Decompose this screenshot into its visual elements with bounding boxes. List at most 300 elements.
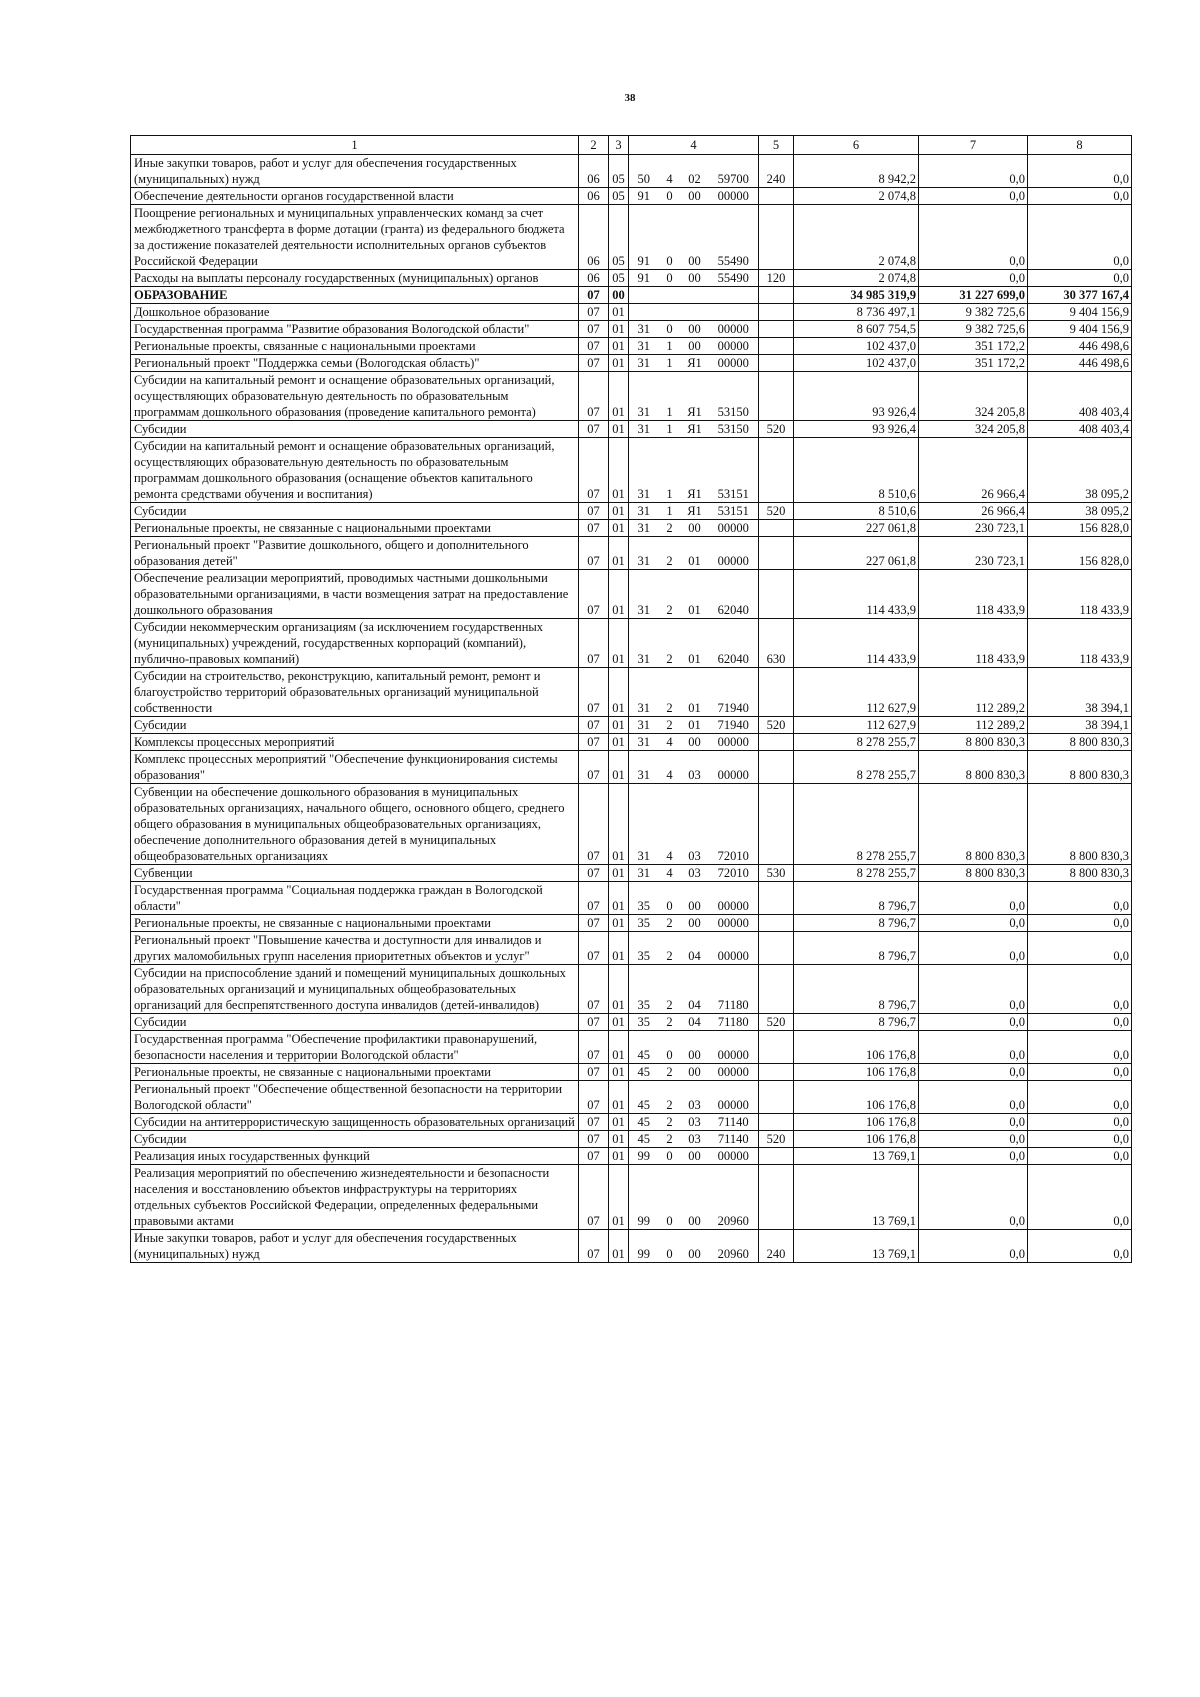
subsection-code: 05 xyxy=(609,188,629,205)
amount-2027: 0,0 xyxy=(1028,188,1132,205)
amount-2026: 0,0 xyxy=(919,1148,1028,1165)
amount-2026: 324 205,8 xyxy=(919,372,1028,421)
project-code: 03 xyxy=(681,865,709,882)
amount-2025: 106 176,8 xyxy=(794,1131,919,1148)
program-code: 91 xyxy=(629,188,659,205)
expense-type-code xyxy=(759,1064,794,1081)
amount-2026: 351 172,2 xyxy=(919,338,1028,355)
expense-type-code: 530 xyxy=(759,865,794,882)
table-row xyxy=(131,188,1132,205)
row-name: Субсидии xyxy=(131,717,579,734)
project-code: 00 xyxy=(681,1031,709,1064)
project-code: Я1 xyxy=(681,503,709,520)
subsection-code: 01 xyxy=(609,1165,629,1230)
amount-2025: 8 796,7 xyxy=(794,965,919,1014)
page-number: 38 xyxy=(624,92,636,104)
amount-2026: 26 966,4 xyxy=(919,438,1028,503)
amount-2026: 112 289,2 xyxy=(919,668,1028,717)
row-name: Субсидии xyxy=(131,503,579,520)
row-name: Государственная программа "Социальная поддержка граждан в Вологодской области" xyxy=(131,882,579,915)
program-code: 45 xyxy=(629,1131,659,1148)
amount-2027: 8 800 830,3 xyxy=(1028,865,1132,882)
amount-2026: 0,0 xyxy=(919,1014,1028,1031)
budget-table xyxy=(130,135,1132,1263)
direction-code: 00000 xyxy=(709,882,759,915)
amount-2025: 8 796,7 xyxy=(794,882,919,915)
subprogram-code: 1 xyxy=(659,503,681,520)
amount-2027: 38 095,2 xyxy=(1028,503,1132,520)
project-code: 00 xyxy=(681,1230,709,1263)
amount-2027: 0,0 xyxy=(1028,1014,1132,1031)
subsection-code: 01 xyxy=(609,321,629,338)
project-code: 00 xyxy=(681,915,709,932)
project-code: 03 xyxy=(681,1114,709,1131)
expense-type-code xyxy=(759,1031,794,1064)
subsection-code: 01 xyxy=(609,668,629,717)
program-code: 45 xyxy=(629,1031,659,1064)
amount-2026: 0,0 xyxy=(919,1081,1028,1114)
amount-2026: 0,0 xyxy=(919,1031,1028,1064)
table-row xyxy=(131,520,1132,537)
section-code: 07 xyxy=(579,668,609,717)
amount-2027: 0,0 xyxy=(1028,965,1132,1014)
direction-code: 62040 xyxy=(709,619,759,668)
table-row xyxy=(131,338,1132,355)
subsection-code: 01 xyxy=(609,421,629,438)
expense-type-code xyxy=(759,537,794,570)
section-code: 07 xyxy=(579,355,609,372)
project-code: 01 xyxy=(681,537,709,570)
table-row xyxy=(131,1230,1132,1263)
amount-2027: 408 403,4 xyxy=(1028,421,1132,438)
row-name: Иные закупки товаров, работ и услуг для обеспечения государственных (муниципальных) нужд xyxy=(131,1230,579,1263)
section-code: 06 xyxy=(579,205,609,270)
amount-2026: 9 382 725,6 xyxy=(919,321,1028,338)
subsection-code: 01 xyxy=(609,355,629,372)
direction-code: 72010 xyxy=(709,784,759,865)
amount-2027: 446 498,6 xyxy=(1028,338,1132,355)
row-name: Региональные проекты, не связанные с национальными проектами xyxy=(131,915,579,932)
expense-type-code xyxy=(759,784,794,865)
project-code: Я1 xyxy=(681,372,709,421)
project-code: 04 xyxy=(681,932,709,965)
program-code: 31 xyxy=(629,619,659,668)
project-code: 01 xyxy=(681,668,709,717)
amount-2025: 227 061,8 xyxy=(794,537,919,570)
program-code: 35 xyxy=(629,915,659,932)
amount-2025: 112 627,9 xyxy=(794,717,919,734)
subsection-code: 01 xyxy=(609,1031,629,1064)
subsection-code: 05 xyxy=(609,155,629,188)
subprogram-code: 0 xyxy=(659,270,681,287)
project-code: 03 xyxy=(681,784,709,865)
row-name: Субсидии на капитальный ремонт и оснащение образовательных организаций, осуществляющих образовательную деятельность по образовательным программам дошкольного образования (проведение капитального ремонта) xyxy=(131,372,579,421)
amount-2027: 9 404 156,9 xyxy=(1028,321,1132,338)
amount-2027: 0,0 xyxy=(1028,932,1132,965)
section-code: 07 xyxy=(579,338,609,355)
table-row xyxy=(131,865,1132,882)
row-name: Обеспечение реализации мероприятий, проводимых частными дошкольными образовательными организациями, в части возмещения затрат на предоставление дошкольного образования xyxy=(131,570,579,619)
table-row xyxy=(131,1114,1132,1131)
expense-type-code xyxy=(759,372,794,421)
section-code: 07 xyxy=(579,784,609,865)
amount-2025: 8 510,6 xyxy=(794,438,919,503)
direction-code: 00000 xyxy=(709,1081,759,1114)
table-row xyxy=(131,1131,1132,1148)
subprogram-code: 0 xyxy=(659,205,681,270)
program-code: 31 xyxy=(629,784,659,865)
amount-2025: 106 176,8 xyxy=(794,1114,919,1131)
table-row xyxy=(131,304,1132,321)
direction-code: 71140 xyxy=(709,1131,759,1148)
row-name: Субсидии xyxy=(131,421,579,438)
budget-table-body xyxy=(131,136,1132,1263)
section-code: 07 xyxy=(579,372,609,421)
section-code: 07 xyxy=(579,1081,609,1114)
amount-2027: 8 800 830,3 xyxy=(1028,784,1132,865)
subprogram-code: 1 xyxy=(659,438,681,503)
amount-2025: 102 437,0 xyxy=(794,338,919,355)
project-code: 04 xyxy=(681,1014,709,1031)
program-code: 91 xyxy=(629,205,659,270)
table-row xyxy=(131,355,1132,372)
amount-2025: 13 769,1 xyxy=(794,1165,919,1230)
subprogram-code: 1 xyxy=(659,372,681,421)
expense-type-code xyxy=(759,882,794,915)
direction-code: 00000 xyxy=(709,537,759,570)
expense-type-code xyxy=(759,965,794,1014)
subprogram-code: 2 xyxy=(659,932,681,965)
amount-2026: 8 800 830,3 xyxy=(919,751,1028,784)
row-name: Обеспечение деятельности органов государственной власти xyxy=(131,188,579,205)
program-code: 31 xyxy=(629,438,659,503)
row-name: Дошкольное образование xyxy=(131,304,579,321)
subsection-code: 01 xyxy=(609,1230,629,1263)
amount-2025: 106 176,8 xyxy=(794,1064,919,1081)
section-code: 07 xyxy=(579,1230,609,1263)
amount-2025: 8 278 255,7 xyxy=(794,751,919,784)
direction-code: 00000 xyxy=(709,520,759,537)
subprogram-code: 4 xyxy=(659,155,681,188)
project-code: 01 xyxy=(681,717,709,734)
expense-type-code xyxy=(759,287,794,304)
row-name: Субсидии на приспособление зданий и помещений муниципальных дошкольных образовательных организаций и муниципальных общеобразовательных организаций для беспрепятственного доступа инвалидов (детей-инвалидов) xyxy=(131,965,579,1014)
row-name: Поощрение региональных и муниципальных управленческих команд за счет межбюджетного трансферта в форме дотации (гранта) из федерального бюджета за достижение показателей деятельности исполнительных органов субъектов Российской Федерации xyxy=(131,205,579,270)
section-code: 06 xyxy=(579,155,609,188)
direction-code: 55490 xyxy=(709,270,759,287)
program-code: 31 xyxy=(629,520,659,537)
expense-type-code: 520 xyxy=(759,1131,794,1148)
subsection-code: 01 xyxy=(609,619,629,668)
amount-2025: 13 769,1 xyxy=(794,1148,919,1165)
program-code: 35 xyxy=(629,965,659,1014)
direction-code: 55490 xyxy=(709,205,759,270)
project-code: 03 xyxy=(681,1081,709,1114)
subsection-code: 01 xyxy=(609,1081,629,1114)
amount-2025: 114 433,9 xyxy=(794,619,919,668)
amount-2025: 8 796,7 xyxy=(794,915,919,932)
subsection-code: 01 xyxy=(609,717,629,734)
direction-code: 62040 xyxy=(709,570,759,619)
section-code: 07 xyxy=(579,965,609,1014)
amount-2025: 8 278 255,7 xyxy=(794,784,919,865)
table-row xyxy=(131,1081,1132,1114)
direction-code xyxy=(709,287,759,304)
subsection-code: 01 xyxy=(609,1064,629,1081)
subsection-code: 01 xyxy=(609,438,629,503)
amount-2026: 0,0 xyxy=(919,205,1028,270)
program-code: 31 xyxy=(629,338,659,355)
amount-2025: 114 433,9 xyxy=(794,570,919,619)
section-code: 07 xyxy=(579,1031,609,1064)
direction-code: 53151 xyxy=(709,503,759,520)
project-code: Я1 xyxy=(681,438,709,503)
project-code: 00 xyxy=(681,1064,709,1081)
header-col-6: 6 xyxy=(794,136,919,155)
section-code: 07 xyxy=(579,865,609,882)
program-code: 31 xyxy=(629,355,659,372)
amount-2027: 0,0 xyxy=(1028,205,1132,270)
table-row xyxy=(131,421,1132,438)
subsection-code: 01 xyxy=(609,734,629,751)
project-code: 01 xyxy=(681,619,709,668)
amount-2026: 118 433,9 xyxy=(919,570,1028,619)
subprogram-code: 0 xyxy=(659,1031,681,1064)
amount-2026: 112 289,2 xyxy=(919,717,1028,734)
project-code: 01 xyxy=(681,570,709,619)
amount-2025: 106 176,8 xyxy=(794,1081,919,1114)
subprogram-code: 2 xyxy=(659,915,681,932)
direction-code: 00000 xyxy=(709,355,759,372)
row-name: Расходы на выплаты персоналу государственных (муниципальных) органов xyxy=(131,270,579,287)
table-row xyxy=(131,915,1132,932)
subsection-code: 01 xyxy=(609,503,629,520)
direction-code: 71180 xyxy=(709,1014,759,1031)
amount-2026: 9 382 725,6 xyxy=(919,304,1028,321)
amount-2025: 8 796,7 xyxy=(794,932,919,965)
header-col-3: 3 xyxy=(609,136,629,155)
section-code: 07 xyxy=(579,1114,609,1131)
subsection-code: 01 xyxy=(609,338,629,355)
program-code: 31 xyxy=(629,734,659,751)
amount-2026: 0,0 xyxy=(919,882,1028,915)
amount-2027: 156 828,0 xyxy=(1028,520,1132,537)
section-code: 07 xyxy=(579,619,609,668)
amount-2027: 0,0 xyxy=(1028,1081,1132,1114)
amount-2025: 34 985 319,9 xyxy=(794,287,919,304)
subsection-code: 01 xyxy=(609,520,629,537)
subprogram-code: 2 xyxy=(659,1064,681,1081)
program-code: 31 xyxy=(629,865,659,882)
subprogram-code: 0 xyxy=(659,882,681,915)
program-code: 99 xyxy=(629,1165,659,1230)
expense-type-code xyxy=(759,915,794,932)
amount-2027: 38 394,1 xyxy=(1028,668,1132,717)
expense-type-code: 520 xyxy=(759,1014,794,1031)
section-code: 07 xyxy=(579,932,609,965)
row-name: Региональные проекты, связанные с национальными проектами xyxy=(131,338,579,355)
section-code: 07 xyxy=(579,287,609,304)
row-name: Субсидии xyxy=(131,1131,579,1148)
amount-2026: 0,0 xyxy=(919,1165,1028,1230)
direction-code: 00000 xyxy=(709,932,759,965)
program-code: 99 xyxy=(629,1230,659,1263)
program-code: 91 xyxy=(629,270,659,287)
amount-2027: 38 394,1 xyxy=(1028,717,1132,734)
expense-type-code xyxy=(759,321,794,338)
amount-2027: 0,0 xyxy=(1028,915,1132,932)
section-code: 07 xyxy=(579,717,609,734)
program-code: 31 xyxy=(629,537,659,570)
row-name: Государственная программа "Обеспечение профилактики правонарушений, безопасности населения и территории Вологодской области" xyxy=(131,1031,579,1064)
amount-2026: 0,0 xyxy=(919,915,1028,932)
row-name: Региональный проект "Развитие дошкольного, общего и дополнительного образования детей" xyxy=(131,537,579,570)
row-name: Региональные проекты, не связанные с национальными проектами xyxy=(131,520,579,537)
subprogram-code: 4 xyxy=(659,751,681,784)
row-name: Региональный проект "Обеспечение общественной безопасности на территории Вологодской области" xyxy=(131,1081,579,1114)
subsection-code: 01 xyxy=(609,570,629,619)
amount-2025: 8 942,2 xyxy=(794,155,919,188)
direction-code: 00000 xyxy=(709,338,759,355)
row-name: Реализация мероприятий по обеспечению жизнедеятельности и безопасности населения и восстановлению объектов инфраструктуры на территориях отдельных субъектов Российской Федерации, определенных федеральными правовыми актами xyxy=(131,1165,579,1230)
direction-code: 71140 xyxy=(709,1114,759,1131)
section-code: 07 xyxy=(579,734,609,751)
table-row xyxy=(131,287,1132,304)
table-row xyxy=(131,1031,1132,1064)
subprogram-code: 4 xyxy=(659,784,681,865)
row-name: Субсидии некоммерческим организациям (за исключением государственных (муниципальных) учреждений, государственных корпораций (компаний), публично-правовых компаний) xyxy=(131,619,579,668)
subprogram-code: 0 xyxy=(659,1230,681,1263)
table-row xyxy=(131,751,1132,784)
direction-code xyxy=(709,304,759,321)
expense-type-code xyxy=(759,734,794,751)
project-code: 02 xyxy=(681,155,709,188)
amount-2027: 0,0 xyxy=(1028,1064,1132,1081)
subsection-code: 01 xyxy=(609,304,629,321)
expense-type-code xyxy=(759,355,794,372)
row-name: Субвенции xyxy=(131,865,579,882)
row-name: Субсидии на антитеррористическую защищенность образовательных организаций xyxy=(131,1114,579,1131)
amount-2027: 8 800 830,3 xyxy=(1028,751,1132,784)
table-row xyxy=(131,537,1132,570)
subprogram-code: 2 xyxy=(659,619,681,668)
amount-2027: 0,0 xyxy=(1028,1114,1132,1131)
amount-2025: 93 926,4 xyxy=(794,372,919,421)
expense-type-code: 240 xyxy=(759,1230,794,1263)
project-code: 00 xyxy=(681,188,709,205)
subprogram-code: 1 xyxy=(659,421,681,438)
table-header-row xyxy=(131,136,1132,155)
project-code: 00 xyxy=(681,734,709,751)
program-code: 31 xyxy=(629,668,659,717)
header-col-5: 5 xyxy=(759,136,794,155)
expense-type-code xyxy=(759,668,794,717)
row-name: Региональные проекты, не связанные с национальными проектами xyxy=(131,1064,579,1081)
amount-2025: 13 769,1 xyxy=(794,1230,919,1263)
program-code: 31 xyxy=(629,321,659,338)
expense-type-code xyxy=(759,751,794,784)
project-code: 04 xyxy=(681,965,709,1014)
table-row xyxy=(131,570,1132,619)
amount-2026: 118 433,9 xyxy=(919,619,1028,668)
amount-2027: 118 433,9 xyxy=(1028,570,1132,619)
section-code: 06 xyxy=(579,188,609,205)
amount-2027: 8 800 830,3 xyxy=(1028,734,1132,751)
row-name: Иные закупки товаров, работ и услуг для обеспечения государственных (муниципальных) нужд xyxy=(131,155,579,188)
table-row xyxy=(131,1064,1132,1081)
direction-code: 00000 xyxy=(709,188,759,205)
program-code: 31 xyxy=(629,717,659,734)
subsection-code: 01 xyxy=(609,1148,629,1165)
table-row xyxy=(131,668,1132,717)
section-code: 07 xyxy=(579,1064,609,1081)
subsection-code: 01 xyxy=(609,915,629,932)
direction-code: 00000 xyxy=(709,1031,759,1064)
expense-type-code xyxy=(759,932,794,965)
section-code: 07 xyxy=(579,304,609,321)
section-code: 07 xyxy=(579,570,609,619)
project-code: Я1 xyxy=(681,421,709,438)
amount-2027: 0,0 xyxy=(1028,1031,1132,1064)
direction-code: 71940 xyxy=(709,717,759,734)
section-code: 07 xyxy=(579,503,609,520)
table-row xyxy=(131,734,1132,751)
program-code: 45 xyxy=(629,1081,659,1114)
project-code: 00 xyxy=(681,1165,709,1230)
amount-2025: 2 074,8 xyxy=(794,188,919,205)
table-row xyxy=(131,965,1132,1014)
expense-type-code xyxy=(759,1114,794,1131)
row-name: Субсидии xyxy=(131,1014,579,1031)
subprogram-code: 2 xyxy=(659,1081,681,1114)
subsection-code: 05 xyxy=(609,270,629,287)
amount-2027: 0,0 xyxy=(1028,270,1132,287)
section-code: 07 xyxy=(579,1148,609,1165)
section-code: 07 xyxy=(579,321,609,338)
amount-2025: 106 176,8 xyxy=(794,1031,919,1064)
header-col-1: 1 xyxy=(131,136,579,155)
subsection-code: 01 xyxy=(609,1114,629,1131)
direction-code: 53151 xyxy=(709,438,759,503)
subsection-code: 01 xyxy=(609,932,629,965)
section-code: 07 xyxy=(579,915,609,932)
direction-code: 53150 xyxy=(709,372,759,421)
row-name: ОБРАЗОВАНИЕ xyxy=(131,287,579,304)
project-code: 03 xyxy=(681,1131,709,1148)
amount-2026: 0,0 xyxy=(919,1131,1028,1148)
table-row xyxy=(131,1148,1132,1165)
expense-type-code xyxy=(759,304,794,321)
section-code: 07 xyxy=(579,1165,609,1230)
program-code xyxy=(629,287,659,304)
direction-code: 00000 xyxy=(709,1064,759,1081)
expense-type-code xyxy=(759,1148,794,1165)
subprogram-code: 2 xyxy=(659,570,681,619)
row-name: Субвенции на обеспечение дошкольного образования в муниципальных образовательных организациях, начального общего, основного общего, среднего общего образования в муниципальных общеобразовательных организациях, обеспечение дополнительного образования детей в муниципальных общеобразовательных организациях xyxy=(131,784,579,865)
amount-2026: 0,0 xyxy=(919,188,1028,205)
amount-2025: 112 627,9 xyxy=(794,668,919,717)
row-name: Реализация иных государственных функций xyxy=(131,1148,579,1165)
section-code: 07 xyxy=(579,537,609,570)
expense-type-code: 120 xyxy=(759,270,794,287)
subprogram-code: 2 xyxy=(659,1131,681,1148)
amount-2026: 351 172,2 xyxy=(919,355,1028,372)
amount-2026: 0,0 xyxy=(919,155,1028,188)
amount-2025: 8 510,6 xyxy=(794,503,919,520)
subprogram-code: 2 xyxy=(659,965,681,1014)
row-name: Комплекс процессных мероприятий "Обеспечение функционирования системы образования" xyxy=(131,751,579,784)
table-row xyxy=(131,270,1132,287)
